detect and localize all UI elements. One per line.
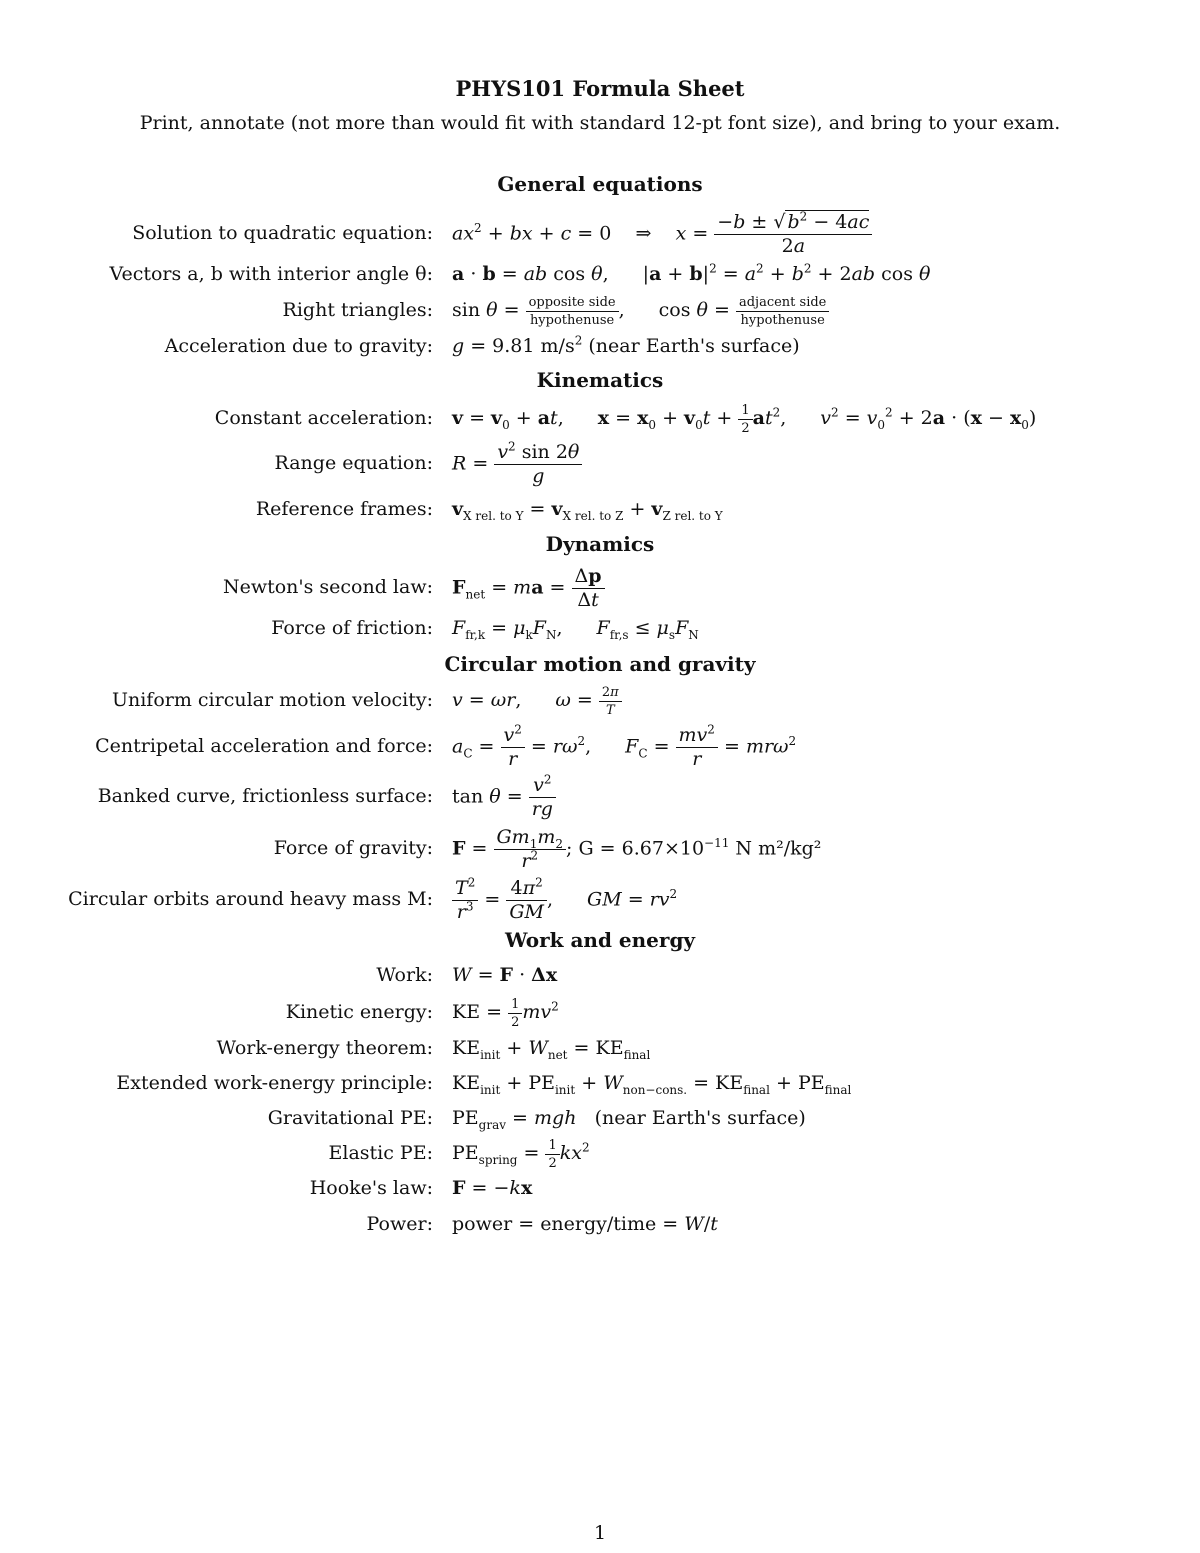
row-circular-velocity <box>0 680 1200 720</box>
row-extended-work-energy <box>0 1063 1200 1103</box>
row-label: Solution to quadratic equation: <box>132 222 433 244</box>
row-label: Range equation: <box>274 452 433 474</box>
g-value: 9.81 <box>492 335 535 357</box>
row-banked-curve <box>0 772 1200 820</box>
section-heading-general: General equations <box>497 172 703 196</box>
page-subtitle: Print, annotate (not more than would fit with standard 12-pt font size), and bring to your exam. <box>139 112 1061 134</box>
row-right-triangles <box>0 290 1200 330</box>
equation-right-triangles: sin θ = opposite side hypothenuse , cos θ = adjacent side hypothenuse <box>452 290 829 330</box>
row-gravity-accel <box>0 326 1200 366</box>
section-heading-circular: Circular motion and gravity <box>444 652 756 676</box>
subscript: fr,k <box>465 627 486 642</box>
row-centripetal <box>0 722 1200 770</box>
row-work <box>0 955 1200 995</box>
row-label: Circular orbits around heavy mass M: <box>68 888 433 910</box>
equation-constant-accel: $v = v_0$ + at, $x = x_0 + v_0t$ + $\frac{1}{2}$ $at^2$, $v^2 = v_0^2 + 2a \cdot (x - x_0)$ <box>452 402 1037 436</box>
equation-range: R = $\frac{v^2 \sin 2\theta}{g}$ <box>452 443 582 486</box>
equation-reference-frames: $v_{X rel. to Y} = v_{X rel. to Z} + v_{Z rel. to Y}$ <box>452 498 723 523</box>
row-label: Power: <box>366 1213 433 1235</box>
equation-work: W = F · Δx <box>452 964 558 986</box>
row-label: Vectors a, b with interior angle θ: <box>109 263 433 285</box>
row-label: Uniform circular motion velocity: <box>111 689 433 711</box>
row-gravitational-pe <box>0 1098 1200 1138</box>
equation-gravitational-pe: $PE_{grav}$ = mgh (near Earth's surface) <box>452 1107 806 1132</box>
row-work-energy-theorem <box>0 1028 1200 1068</box>
equation-elastic-pe: $PE_{spring}$ = $\frac{1}{2}$ $kx^2$ <box>452 1137 590 1171</box>
equation-centripetal: $a_C$ = $\frac{v^2}{r}$ = $r\omega^2$, $F_C$ = $\frac{mv^2}{r}$ = mrω$^2$ <box>452 722 797 770</box>
row-label: Newton's second law: <box>222 576 433 598</box>
row-gravity-force <box>0 826 1200 872</box>
row-label: Centripetal acceleration and force: <box>95 735 433 757</box>
subscript: X rel. to Z <box>562 508 624 523</box>
page-title: PHYS101 Formula Sheet <box>455 76 745 101</box>
row-kinetic-energy <box>0 992 1200 1032</box>
equation-extended-work-energy: $KE_{init} + PE_{init} + W_{non-cons.} = KE_{final} + PE_{final}$ <box>452 1072 852 1097</box>
gravitational-pe-note: (near Earth's surface) <box>594 1107 806 1129</box>
row-label: Gravitational PE: <box>267 1107 433 1129</box>
row-constant-accel <box>0 398 1200 438</box>
row-label: Force of friction: <box>271 617 433 639</box>
equation-hookes-law: F = −kx <box>452 1177 533 1199</box>
row-label: Hooke's law: <box>309 1177 433 1199</box>
equation-work-energy-theorem: $KE_{init} + W_{net} = KE_{final}$ <box>452 1037 651 1062</box>
equation-kinetic-energy: KE = $\frac{1}{2}$ $mv^2$ <box>452 996 559 1030</box>
row-reference-frames <box>0 489 1200 529</box>
section-heading-kinematics: Kinematics <box>536 368 664 392</box>
row-label: Extended work-energy principle: <box>116 1072 433 1094</box>
equation-newton-second: $F_{net}$ = ma = $\frac{\Delta p}{\Delta t}$ <box>452 567 605 610</box>
equation-friction: $F_{fr,k} = \mu_kF_N$, $F_{fr,s} \le \mu_sF_N$ <box>452 617 699 642</box>
subscript: X rel. to Y <box>463 508 524 523</box>
row-label: Work: <box>376 964 433 986</box>
subscript: net <box>465 587 486 602</box>
g-unit: m/s <box>540 335 575 357</box>
section-heading-dynamics: Dynamics <box>545 532 655 556</box>
g-note: (near Earth's surface) <box>588 335 800 357</box>
row-label: Reference frames: <box>255 498 433 520</box>
row-range <box>0 439 1200 487</box>
row-quadratic <box>0 209 1200 257</box>
frac-denominator: hypothenuse <box>529 312 615 328</box>
equation-gravity-force: F = $\frac{Gm_1m_2}{r^2}$ ; $G = 6.67\times 10^{-11}$ N m²/kg² <box>452 826 822 872</box>
row-vectors <box>0 254 1200 294</box>
row-label: Banked curve, frictionless surface: <box>97 785 433 807</box>
row-label: Kinetic energy: <box>285 1001 433 1023</box>
subscript: Z rel. to Y <box>662 508 723 523</box>
row-label: Acceleration due to gravity: <box>164 335 433 357</box>
row-orbits <box>0 875 1200 923</box>
frac-numerator: adjacent side <box>736 296 829 312</box>
equation-banked-curve: tan θ = $\frac{v^2}{rg}$ <box>452 776 556 819</box>
row-newton-second <box>0 565 1200 611</box>
equation-orbits: $\frac{T^2}{r^3}$ = $\frac{4\pi^2}{GM}$ , GM = $rv^2$ <box>452 879 677 922</box>
row-power <box>0 1204 1200 1244</box>
g-unit: N m²/kg² <box>735 837 822 860</box>
row-hookes-law <box>0 1168 1200 1208</box>
row-elastic-pe <box>0 1133 1200 1173</box>
g-constant: G = 6.67×10 <box>578 837 705 860</box>
row-label: Elastic PE: <box>328 1142 433 1164</box>
equation-power: power = energy/time = W/t <box>452 1213 718 1235</box>
page-number: 1 <box>593 1522 607 1544</box>
frac-numerator: opposite side <box>526 296 619 312</box>
equation-vectors: a · b = ab cos θ, $|a + b|^2 = a^2 + b^2 + 2ab$ cos θ <box>452 261 931 285</box>
row-label: Work-energy theorem: <box>216 1037 433 1059</box>
section-heading-work-energy: Work and energy <box>504 928 696 952</box>
frac-denominator: hypothenuse <box>740 312 825 328</box>
row-label: Constant acceleration: <box>214 407 433 429</box>
equation-circular-velocity: v = ωr, ω = $\frac{2\pi}{T}$ <box>452 680 622 720</box>
g-exponent: −11 <box>704 836 730 851</box>
row-label: Force of gravity: <box>273 837 433 859</box>
row-label: Right triangles: <box>282 299 433 321</box>
row-friction <box>0 608 1200 648</box>
subscript: fr,s <box>609 627 629 642</box>
equation-gravity-accel: g = 9.81 $m/s^2$ (near Earth's surface) <box>452 333 800 357</box>
equation-quadratic: $ax^2$ + bx + c = 0 ⇒ x = $\frac{-b \pm √ b^2 - 4ac}{2a}$ <box>452 213 872 256</box>
